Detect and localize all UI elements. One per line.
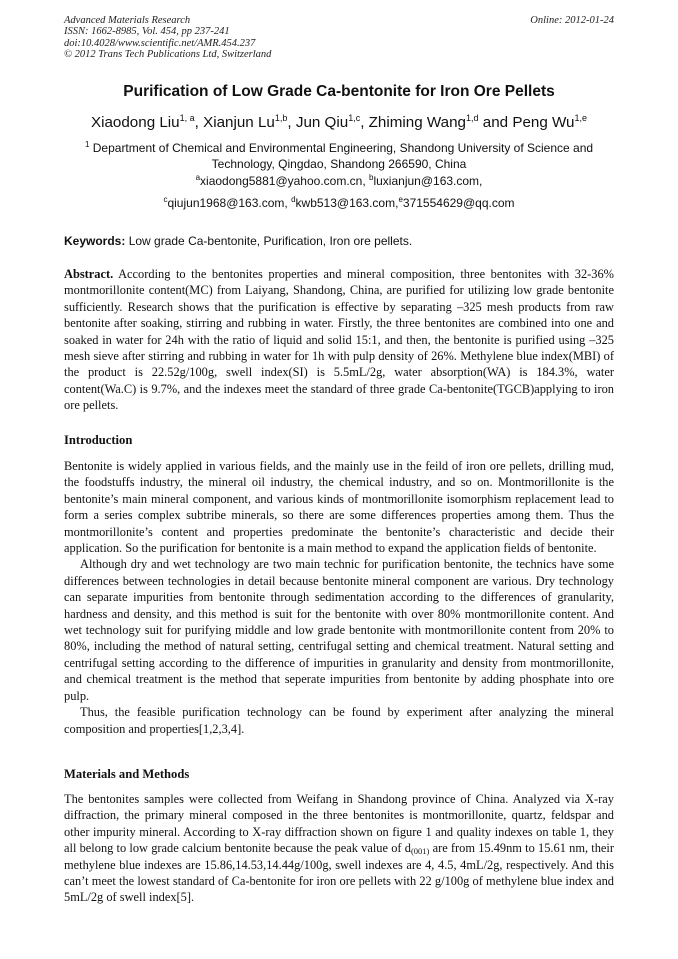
methods-text: The bentonites samples were collected from Weifang in Shandong province of China. Analyzed via X-ray diffraction, the primary mineral composed in the three bentonites is montmorillonite, quartz, feldspar and other impurity mineral. According to X-ray diffraction shown on figure 1 and quality indexes on table 1, they all belong to low grade calcium bentonite because the peak value of d bbox=[64, 792, 614, 856]
author-separator: , bbox=[194, 114, 204, 131]
email-marker: c bbox=[163, 195, 168, 204]
introduction-heading: Introduction bbox=[64, 433, 133, 447]
author-name: Peng Wu bbox=[512, 114, 575, 131]
email-separator: , bbox=[395, 196, 399, 210]
author-separator: , bbox=[287, 114, 296, 131]
email-line-2 bbox=[0, 196, 678, 210]
journal-name: Advanced Materials Research bbox=[64, 15, 191, 26]
copyright-line: © 2012 Trans Tech Publications Ltd, Switzerland bbox=[64, 48, 272, 60]
keywords-label: Keywords: bbox=[64, 234, 126, 248]
introduction-paragraph: Thus, the feasible purification technology can be found by experiment after analyzing the mineral composition and properties[1,2,3,4]. bbox=[64, 705, 614, 736]
email-separator: , bbox=[362, 174, 370, 188]
introduction-paragraph: Bentonite is widely applied in various fields, and the mainly use in the feild of iron ore pellets, drilling mud, the foodstuffs industry, the mineral oil industry, the chemical industry, and so on. Montmorillonite is the bentonite’s main mineral component, and various kinds of montmorillonite isomorphism replacement lead to form a series complex subtribe minerals, so there are some differences properties among them. Thus the montmorillonite’s content and properties predominate the bentonite’s characteristic and decide their application. So the purification for bentonite is a main method to expand the application fields of bentonite. bbox=[64, 459, 614, 556]
email-marker: b bbox=[369, 173, 374, 182]
methods-subscript: (001) bbox=[410, 846, 430, 857]
abstract bbox=[64, 266, 614, 414]
email-marker: a bbox=[195, 173, 201, 182]
author-name: Jun Qiu bbox=[295, 114, 349, 131]
methods-body bbox=[64, 791, 614, 906]
publication-header bbox=[64, 15, 271, 60]
author-separator: , bbox=[360, 114, 369, 131]
author-affiliation-marker: 1,b bbox=[274, 113, 288, 123]
author-email: xiaodong5881@yahoo.com.cn bbox=[200, 174, 363, 188]
author-affiliation-marker: 1,e bbox=[574, 113, 588, 123]
paper-title: Purification of Low Grade Ca-bentonite for Iron Ore Pellets bbox=[123, 83, 555, 100]
author-name: Xianjun Lu bbox=[203, 114, 275, 131]
author-affiliation-marker: 1, a bbox=[179, 113, 195, 123]
author-affiliation-marker: 1,c bbox=[348, 113, 361, 123]
author-separator: and bbox=[478, 114, 513, 131]
email-marker: d bbox=[291, 195, 296, 204]
doi-line: doi:10.4028/www.scientific.net/AMR.454.237 bbox=[64, 37, 256, 49]
author-email: kwb513@163.com bbox=[295, 196, 396, 210]
email-separator: , bbox=[284, 196, 292, 210]
author-name: Xiaodong Liu bbox=[90, 114, 180, 131]
issn-line: ISSN: 1662-8985, Vol. 454, pp 237-241 bbox=[64, 26, 230, 38]
author-email: 371554629@qq.com bbox=[402, 196, 515, 210]
keywords-text: Low grade Ca-bentonite, Purification, Iron ore pellets. bbox=[125, 234, 413, 248]
author-email: luxianjun@163.com bbox=[373, 174, 480, 188]
affiliation-marker: 1 bbox=[84, 140, 90, 149]
email-marker: e bbox=[398, 195, 403, 204]
author-name: Zhiming Wang bbox=[368, 114, 467, 131]
introduction-paragraph: Although dry and wet technology are two main technic for purification bentonite, the technics have some differences between technologies in detail because bentonite mineral component are various. Dry technology can separate impurities from bentonite through sedimentation according to the differences of granularity, hardness and density, and this method is suit for the bentonite with over 80% montmorillonite content. And wet technology suit for purifying middle and low grade bentonite with montmorillonite content from 20% to 80%, including the method of natural setting, centrifugal setting and chemical treatment. Natural setting and centrifugal setting according to the difference of impurities in granularity and density from montmorillonite, and chemical treatment is the method that seperate impurities from bentonite by adding phosphate into ore pulp. bbox=[64, 557, 614, 703]
affiliation bbox=[64, 140, 614, 172]
affiliation-text: Department of Chemical and Environmental Engineering, Shandong University of Science and Technology, Qingdao, Shandong 266590, China bbox=[92, 141, 594, 171]
introduction-body bbox=[64, 458, 614, 737]
author-email: qiujun1968@163.com bbox=[167, 196, 285, 210]
email-line-1 bbox=[0, 174, 678, 188]
email-separator: , bbox=[479, 174, 483, 188]
methods-heading: Materials and Methods bbox=[64, 767, 190, 781]
abstract-text: According to the bentonites properties and mineral composition, three bentonites with 32-36% montmorillonite content(MC) from Laiyang, Shandong, China, are purified for utilizing low grade bentonite sufficiently. Research shows that the purification is effective by separating –325 mesh products from raw bentonite after soaking, stirring and rubbing in water. Firstly, the three bentonites are combined into one and soaked in water for 24h with the ratio of liquid and solid 15:1, and then, the bentonite is purified using –325 mesh sieve after stirring and rubbing in water for 1h with pulp density of 26%. Methylene blue index(MBI) of the product is 22.52g/100g, swell index(SI) is 5.5mL/2g, water absorption(WA) is 184.3%, water content(Wa.C) is 9.7%, and the indexes meet the standard of three grade Ca-bentonite(TGCB)applying to iron ore pellets. bbox=[64, 267, 614, 413]
abstract-label: Abstract. bbox=[64, 267, 114, 281]
keywords bbox=[64, 234, 614, 248]
author-list bbox=[0, 114, 678, 131]
author-affiliation-marker: 1,d bbox=[466, 113, 479, 123]
online-date: Online: 2012-01-24 bbox=[530, 15, 614, 26]
methods-text-continued: are from 15.49nm to 15.61 nm, their methylene blue indexes are 15.86,14.53,14.44g/100g, swell indexes are 4, 4.5, 4mL/2g, respectively. And this can’t meet the lowest standard of Ca-bentonite for iron ore pellets with 22 g/100g of methylene blue index and 5mL/2g of swell index[5]. bbox=[64, 841, 614, 905]
